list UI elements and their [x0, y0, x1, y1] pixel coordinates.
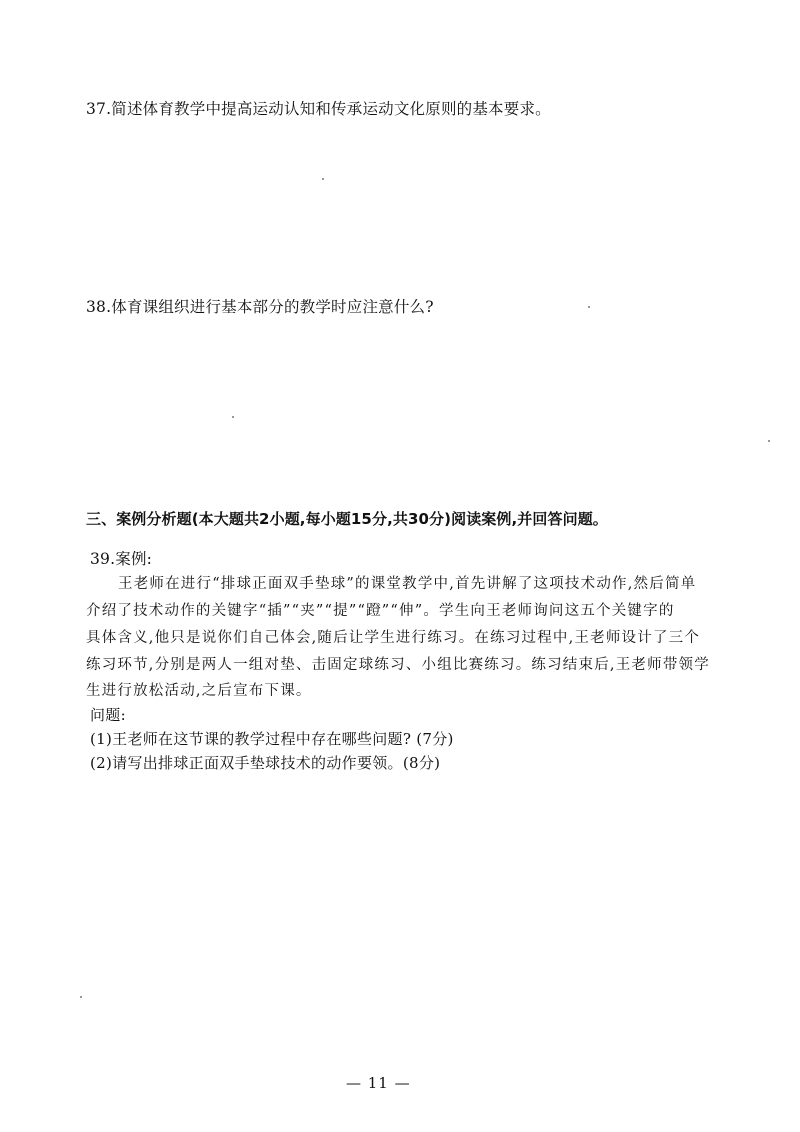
case-line: 介绍了技术动作的关键字“插”“夹”“提”“蹬”“伸”。学生向王老师询问这五个关键字的	[86, 603, 675, 619]
scan-speck	[232, 416, 234, 418]
question-38: 38.体育课组织进行基本部分的教学时应注意什么?	[86, 298, 434, 316]
sub-question-1: (1)王老师在这节课的教学过程中存在哪些问题? (7分)	[90, 730, 454, 748]
scan-speck	[588, 306, 590, 308]
scan-speck	[768, 440, 770, 442]
scan-speck	[322, 178, 324, 180]
section-heading: 三、案例分析题(本大题共2小题,每小题15分,共30分)阅读案例,并回答问题。	[86, 510, 608, 528]
case-line: 练习环节,分别是两人一组对垫、击固定球练习、小组比赛练习。练习结束后,王老师带领学	[86, 657, 710, 673]
sub-question-2: (2)请写出排球正面双手垫球技术的动作要领。(8分)	[90, 754, 441, 772]
case-line: 生进行放松活动,之后宣布下课。	[86, 683, 312, 699]
questions-label: 问题:	[90, 706, 126, 724]
case-line: 王老师在进行“排球正面双手垫球”的课堂教学中,首先讲解了这项技术动作,然后简单	[118, 576, 697, 592]
scan-speck	[80, 996, 82, 998]
question-39-label: 39.案例:	[90, 550, 153, 568]
question-37: 37.简述体育教学中提高运动认知和传承运动文化原则的基本要求。	[86, 100, 551, 118]
page-number: — 11 —	[346, 1074, 411, 1092]
case-line: 具体含义,他只是说你们自己体会,随后让学生进行练习。在练习过程中,王老师设计了三个	[86, 630, 701, 646]
